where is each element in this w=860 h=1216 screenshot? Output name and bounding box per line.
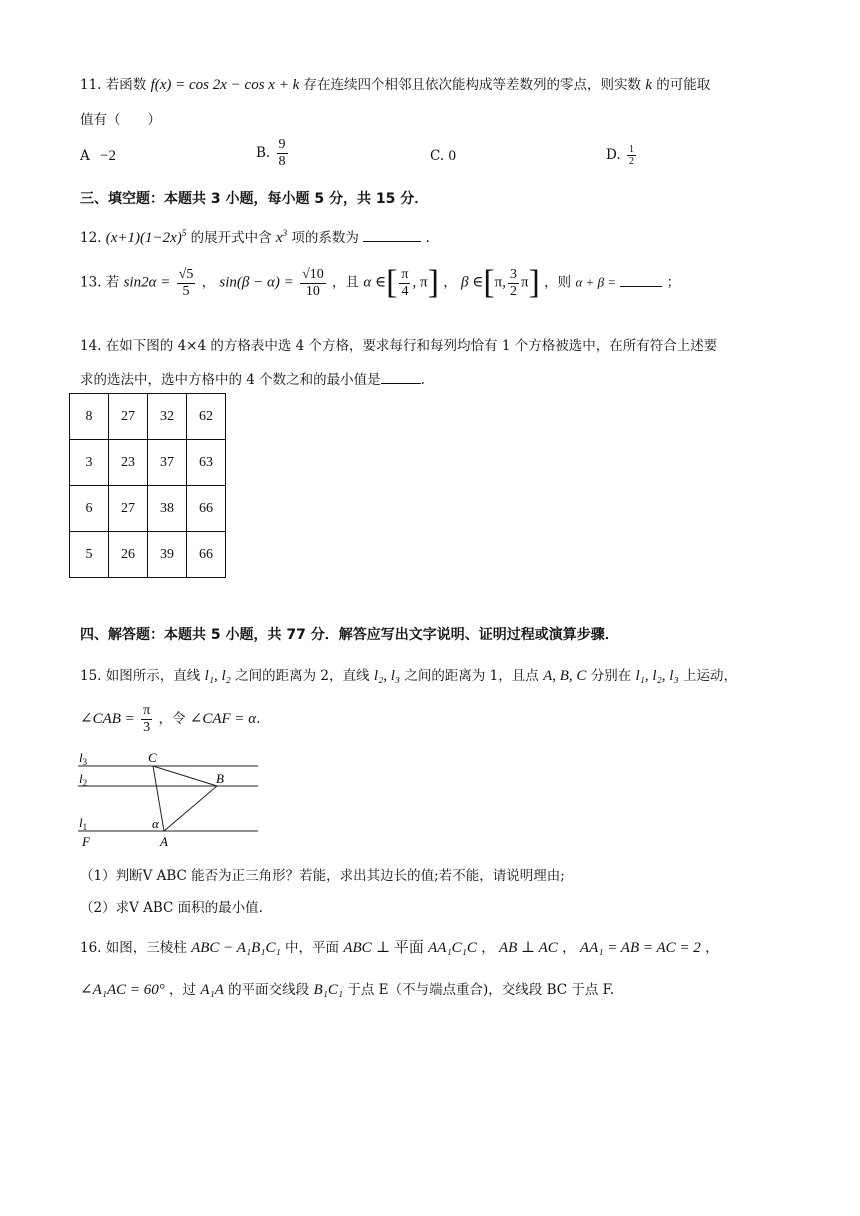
section-4-heading: 四、解答题：本题共 5 小题，共 77 分．解答应写出文字说明、证明过程或演算步骤． bbox=[80, 627, 619, 643]
q16-sep-3: ， bbox=[705, 940, 719, 956]
option-value: 0 bbox=[448, 148, 456, 164]
q12-text-b: 项的系数为 bbox=[291, 230, 359, 246]
q11-line2 bbox=[80, 108, 161, 128]
grid-cell: 23 bbox=[109, 440, 148, 486]
q14-number: 14. bbox=[80, 338, 102, 354]
q13-alpha-high: , π bbox=[412, 274, 428, 291]
q15-line1 bbox=[80, 664, 737, 685]
q11-option-c bbox=[430, 148, 456, 165]
q16-a1a: A₁A bbox=[200, 982, 224, 998]
q12-term-var: x bbox=[275, 230, 283, 246]
q16-prism: ABC − A₁B₁C₁ bbox=[191, 940, 281, 956]
q15-fraction bbox=[141, 703, 152, 736]
label-alpha: α bbox=[152, 816, 159, 831]
q15-angle-caf: ∠CAF = α bbox=[189, 711, 257, 727]
q16-ab-perp-ac: AB ⊥ AC bbox=[498, 940, 558, 956]
q16-plane-aa1c1c: AA₁C₁C bbox=[428, 940, 477, 956]
q11-text-c: 的可能取 bbox=[656, 77, 711, 93]
section-3-heading: 三、填空题：本题共 3 小题，每小题 5 分，共 15 分． bbox=[80, 191, 429, 207]
q13-sin-b-minus-a: sin(β − α) = bbox=[219, 274, 294, 291]
q13-tail: ； bbox=[666, 274, 681, 291]
grid-cell: 39 bbox=[148, 532, 187, 578]
fraction-denominator: 4 bbox=[401, 283, 409, 299]
q15-subquestion-1: （1）判断V ABC 能否为正三角形？若能，求出其边长的值;若不能，请说明理由; bbox=[80, 868, 565, 884]
q15-text-c: 之间的距离为 1，且点 bbox=[404, 668, 539, 684]
q15-text-a: 如图所示，直线 bbox=[105, 668, 201, 684]
q11-k: k bbox=[645, 77, 652, 93]
q15-number: 15. bbox=[80, 668, 102, 684]
q11-option-d bbox=[606, 144, 638, 167]
q13-sum: α + β = bbox=[575, 274, 617, 290]
q16-text-b: 中，平面 bbox=[285, 940, 340, 956]
q15-text-f: ，令 bbox=[158, 711, 186, 727]
q15-angle-cab: ∠CAB = bbox=[80, 711, 135, 727]
q15-line2 bbox=[80, 703, 260, 736]
q13-text-b: ，且 bbox=[332, 274, 360, 291]
q11-number: 11. bbox=[80, 77, 102, 93]
fraction-numerator: √10 bbox=[302, 266, 324, 282]
grid-cell: 5 bbox=[70, 532, 109, 578]
q15-subquestion-2: （2）求V ABC 面积的最小值. bbox=[80, 900, 263, 916]
q16-sep-2: ， bbox=[562, 940, 576, 956]
left-bracket: [ bbox=[483, 264, 495, 301]
option-value: −2 bbox=[100, 148, 117, 164]
fraction-numerator: 3 bbox=[509, 266, 517, 282]
q15-abc: A, B, C bbox=[543, 668, 587, 684]
fraction-numerator: 1 bbox=[628, 144, 634, 155]
q11-option-a bbox=[80, 148, 116, 165]
q16-text-d: 的平面交线段 bbox=[228, 982, 310, 998]
q13-line bbox=[80, 266, 680, 300]
fraction-denominator: 5 bbox=[182, 283, 190, 299]
grid-row bbox=[70, 532, 226, 578]
q16-text-a: 如图，三棱柱 bbox=[105, 940, 187, 956]
label-l3: $l_3$ bbox=[79, 750, 88, 767]
q13-sin2a: sin2α = bbox=[123, 274, 171, 291]
grid-row bbox=[70, 440, 226, 486]
grid-cell: 62 bbox=[187, 394, 226, 440]
q16-line2 bbox=[80, 978, 614, 999]
right-bracket: ] bbox=[528, 264, 540, 301]
label-b: B bbox=[216, 771, 224, 786]
q12-term-exponent: 3 bbox=[282, 228, 288, 238]
q11-text-d: 值有（ ） bbox=[80, 112, 161, 128]
q12-expr-base: (x+1)(1−2x) bbox=[105, 230, 182, 246]
q15-text-e: 上运动， bbox=[682, 668, 737, 684]
q13-sep-1: ， bbox=[201, 274, 216, 291]
q16-plane-abc: ABC bbox=[343, 940, 372, 956]
grid-cell: 6 bbox=[70, 486, 109, 532]
q12-expression bbox=[106, 230, 187, 246]
grid-cell: 37 bbox=[148, 440, 187, 486]
fraction-numerator: π bbox=[401, 266, 409, 282]
q13-text-a: 若 bbox=[105, 274, 120, 291]
grid-cell: 3 bbox=[70, 440, 109, 486]
grid-cell: 27 bbox=[109, 394, 148, 440]
option-fraction bbox=[627, 144, 636, 167]
label-a: A bbox=[160, 834, 168, 849]
q16-equalities: AA₁ = AB = AC = 2 bbox=[579, 940, 701, 956]
fraction-denominator: 2 bbox=[628, 156, 634, 167]
fraction-denominator: 10 bbox=[305, 283, 320, 299]
q11-function: f(x) = cos 2x − cos x + k bbox=[150, 77, 300, 93]
q16-sep: ， bbox=[481, 940, 495, 956]
answer-blank[interactable] bbox=[363, 229, 421, 242]
left-bracket: [ bbox=[386, 264, 398, 301]
grid-cell: 8 bbox=[70, 394, 109, 440]
label-f: F bbox=[82, 834, 90, 849]
fraction-denominator: 8 bbox=[278, 154, 286, 169]
q13-fraction-1 bbox=[177, 267, 196, 300]
q12-term bbox=[276, 230, 287, 246]
q11-option-b bbox=[256, 137, 290, 170]
q12-line bbox=[80, 226, 430, 247]
right-bracket: ] bbox=[427, 264, 439, 301]
grid-cell: 63 bbox=[187, 440, 226, 486]
grid-cell: 38 bbox=[148, 486, 187, 532]
q11-line1 bbox=[80, 73, 710, 94]
q14-line2 bbox=[80, 368, 425, 388]
q12-number: 12. bbox=[80, 230, 102, 246]
q13-alpha-low bbox=[399, 267, 410, 300]
q13-beta-high bbox=[508, 267, 519, 300]
q14-tail: . bbox=[420, 372, 425, 388]
q15-l123: l₁, l₂, l₃ bbox=[635, 668, 679, 684]
q12-tail: . bbox=[425, 230, 430, 246]
option-label: D. bbox=[606, 147, 621, 163]
label-l2: $l_2$ bbox=[79, 771, 88, 788]
fraction-denominator: 2 bbox=[509, 283, 517, 299]
q15-text-b: 之间的距离为 2，直线 bbox=[235, 668, 370, 684]
q13-fraction-2 bbox=[300, 267, 326, 300]
number-grid bbox=[69, 393, 226, 578]
option-label: C. bbox=[430, 148, 445, 164]
option-label: B. bbox=[256, 145, 271, 161]
q15-tail: . bbox=[256, 711, 261, 727]
q16-number: 16. bbox=[80, 940, 102, 956]
q13-alpha-in: α ∈ bbox=[363, 274, 387, 291]
grid-cell: 26 bbox=[109, 532, 148, 578]
fraction-numerator: 9 bbox=[278, 137, 286, 152]
q11-text-b: 存在连续四个相邻且依次能构成等差数列的零点，则实数 bbox=[303, 77, 642, 93]
q13-sep-2: ， bbox=[443, 274, 457, 291]
q16-b1c1: B₁C₁ bbox=[313, 982, 344, 998]
q13-beta-high-tail: π bbox=[520, 274, 529, 291]
q16-perp: ⊥ 平面 bbox=[375, 940, 424, 956]
q13-text-c: ，则 bbox=[544, 274, 572, 291]
fraction-numerator: π bbox=[143, 703, 151, 718]
q16-angle: ∠A₁AC = 60° bbox=[80, 982, 165, 998]
q15-l12: l₁, l₂ bbox=[204, 668, 231, 684]
label-l1: $l_1$ bbox=[79, 815, 88, 832]
answer-blank[interactable] bbox=[381, 371, 421, 384]
q13-beta-in: β ∈ bbox=[460, 274, 484, 291]
q14-line1 bbox=[80, 334, 717, 354]
grid-row bbox=[70, 394, 226, 440]
parallel-lines-triangle-figure bbox=[76, 748, 266, 850]
q15-text-d: 分别在 bbox=[590, 668, 632, 684]
grid-cell: 66 bbox=[187, 486, 226, 532]
q12-expr-exponent: 5 bbox=[181, 228, 187, 238]
option-fraction bbox=[277, 137, 288, 170]
q11-text-a: 若函数 bbox=[105, 77, 147, 93]
q14-text-1: 在如下图的 4×4 的方格表中选 4 个方格，要求每行和每列均恰有 1 个方格被选中，在所有符合上述要 bbox=[105, 338, 718, 354]
q16-line1 bbox=[80, 936, 719, 957]
answer-blank[interactable] bbox=[620, 274, 662, 287]
q13-number: 13. bbox=[80, 274, 102, 291]
grid-cell: 27 bbox=[109, 486, 148, 532]
q15-l23: l₂, l₃ bbox=[373, 668, 401, 684]
grid-row bbox=[70, 486, 226, 532]
grid-cell: 66 bbox=[187, 532, 226, 578]
q14-text-2: 求的选法中，选中方格中的 4 个数之和的最小值是 bbox=[80, 372, 381, 388]
q12-text-a: 的展开式中含 bbox=[190, 230, 272, 246]
triangle-abc bbox=[153, 766, 217, 831]
q16-text-c: ，过 bbox=[169, 982, 197, 998]
grid-cell: 32 bbox=[148, 394, 187, 440]
fraction-numerator: √5 bbox=[178, 266, 194, 282]
option-label: A bbox=[80, 148, 90, 164]
q16-text-e: 于点 E（不与端点重合)，交线段 BC 于点 F. bbox=[347, 982, 615, 998]
label-c: C bbox=[148, 750, 157, 765]
fraction-denominator: 3 bbox=[143, 720, 151, 735]
q13-beta-low: π, bbox=[494, 274, 506, 291]
